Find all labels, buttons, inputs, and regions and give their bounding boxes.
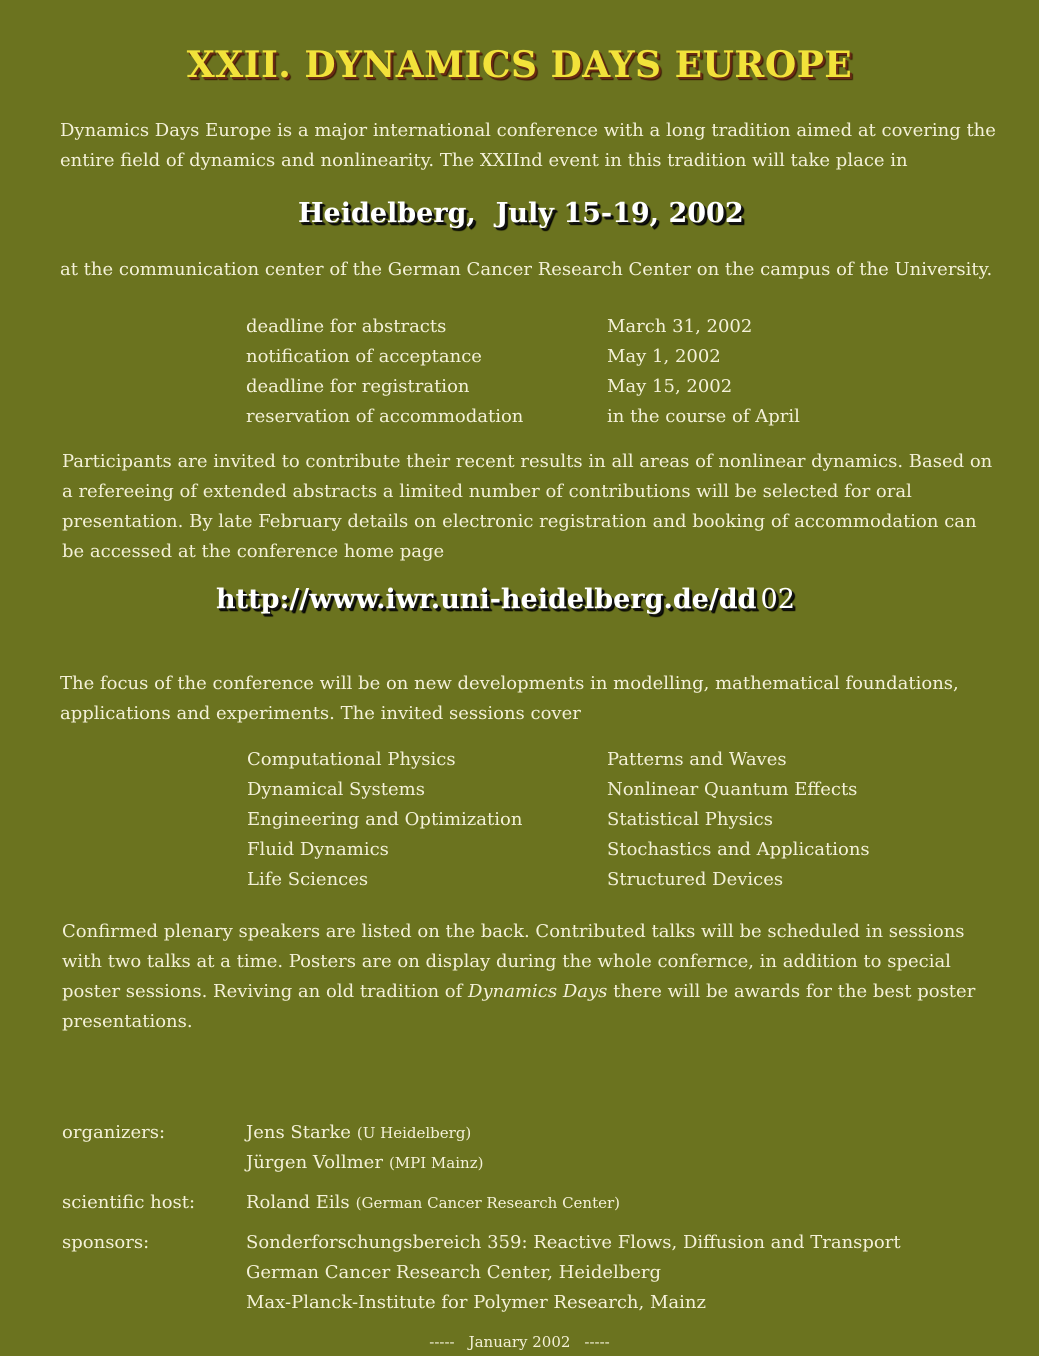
deadline-label: deadline for registration [246,376,470,397]
organizers-row [62,1118,1002,1188]
sessions-column-right [607,745,967,895]
deadline-label: reservation of accommodation [246,406,524,427]
host-row [62,1188,1002,1228]
session-item: Stochastics and Applications [607,839,870,860]
participants-paragraph: Participants are invited to contribute their recent results in all areas of nonlinear dynamics. Based on a refereeing of extended abstracts a limited number of contributions will be selected for oral presentation. By late February details on electronic registration and booking of accommodation can be accessed at the conference home page [62,451,993,562]
confirmed-emphasis: Dynamics Days [468,981,608,1002]
session-item: Engineering and Optimization [247,809,523,830]
organizer-entry [246,1118,1002,1148]
organizers-label: organizers: [62,1122,166,1143]
footer-dash-left: ----- [429,1333,455,1351]
deadline-row [246,372,866,402]
organizer-affiliation: (U Heidelberg) [356,1124,472,1142]
sponsor-entry: German Cancer Research Center, Heidelberg [246,1262,662,1283]
sponsors-label: sponsors: [62,1232,150,1253]
session-item: Computational Physics [247,749,456,770]
confirmed-text-2: there will be awards for the best poster presentations. [62,981,976,1032]
url-main[interactable]: http://www.iwr.uni-heidelberg.de/dd [216,584,757,615]
sponsor-entry: Max-Planck-Institute for Polymer Research, Mainz [246,1292,706,1313]
sponsors-row [62,1228,1002,1318]
host-label: scientific host: [62,1192,196,1213]
session-item: Life Sciences [247,869,369,890]
deadline-value: in the course of April [607,406,800,427]
session-item: Patterns and Waves [607,749,787,770]
host-name: Roland Eils [246,1192,350,1213]
credits-section [62,1118,1002,1318]
host-entry [246,1188,1002,1218]
organizer-name: Jens Starke [246,1122,351,1143]
organizer-name: Jürgen Vollmer [246,1152,383,1173]
sessions-list [247,745,967,895]
deadline-row [246,312,866,342]
host-affiliation: (German Cancer Research Center) [355,1194,621,1212]
url-suffix[interactable]: 02 [760,584,795,615]
deadline-value: May 15, 2002 [607,376,733,397]
deadline-label: notification of acceptance [246,346,482,367]
focus-paragraph: The focus of the conference will be on new developments in modelling, mathematical foundations, applications and experiments. The invited sessions cover [60,673,959,724]
event-headline [298,198,744,229]
session-item: Nonlinear Quantum Effects [607,779,858,800]
page-title: XXII. DYNAMICS DAYS EUROPE [186,44,853,86]
deadline-row [246,402,866,432]
organizer-affiliation: (MPI Mainz) [388,1154,484,1172]
confirmed-text-1: Confirmed plenary speakers are listed on the back. Contributed talks will be scheduled in sessions with two talks at a time. Posters are on display during the whole confernce, in addition to special poster sessions. Reviving an old tradition of [62,921,965,1002]
venue-text: at the communication center of the German Cancer Research Center on the campus of the University. [60,259,993,280]
footer-dash-right: ----- [584,1333,610,1351]
session-item: Fluid Dynamics [247,839,389,860]
conference-url[interactable] [216,584,795,615]
confirmed-paragraph [62,917,1002,1037]
session-item: Structured Devices [607,869,784,890]
session-item: Dynamical Systems [247,779,425,800]
deadline-row [246,342,866,372]
intro-paragraph: Dynamics Days Europe is a major international conference with a long tradition aimed at covering the entire field of dynamics and nonlinearity. The XXIInd event in this tradition will take place in [60,120,996,171]
footer [0,1332,1039,1352]
organizer-entry [246,1148,1002,1178]
deadline-label: deadline for abstracts [246,316,447,337]
event-location: Heidelberg, [298,198,476,229]
sponsor-entry: Sonderforschungsbereich 359: Reactive Flows, Diffusion and Transport [246,1232,901,1253]
footer-date: January 2002 [468,1333,571,1351]
deadline-value: March 31, 2002 [607,316,753,337]
session-item: Statistical Physics [607,809,773,830]
deadline-value: May 1, 2002 [607,346,721,367]
deadlines-table [246,312,866,432]
sessions-column-left [247,745,607,895]
event-dates: July 15-19, 2002 [495,198,744,229]
